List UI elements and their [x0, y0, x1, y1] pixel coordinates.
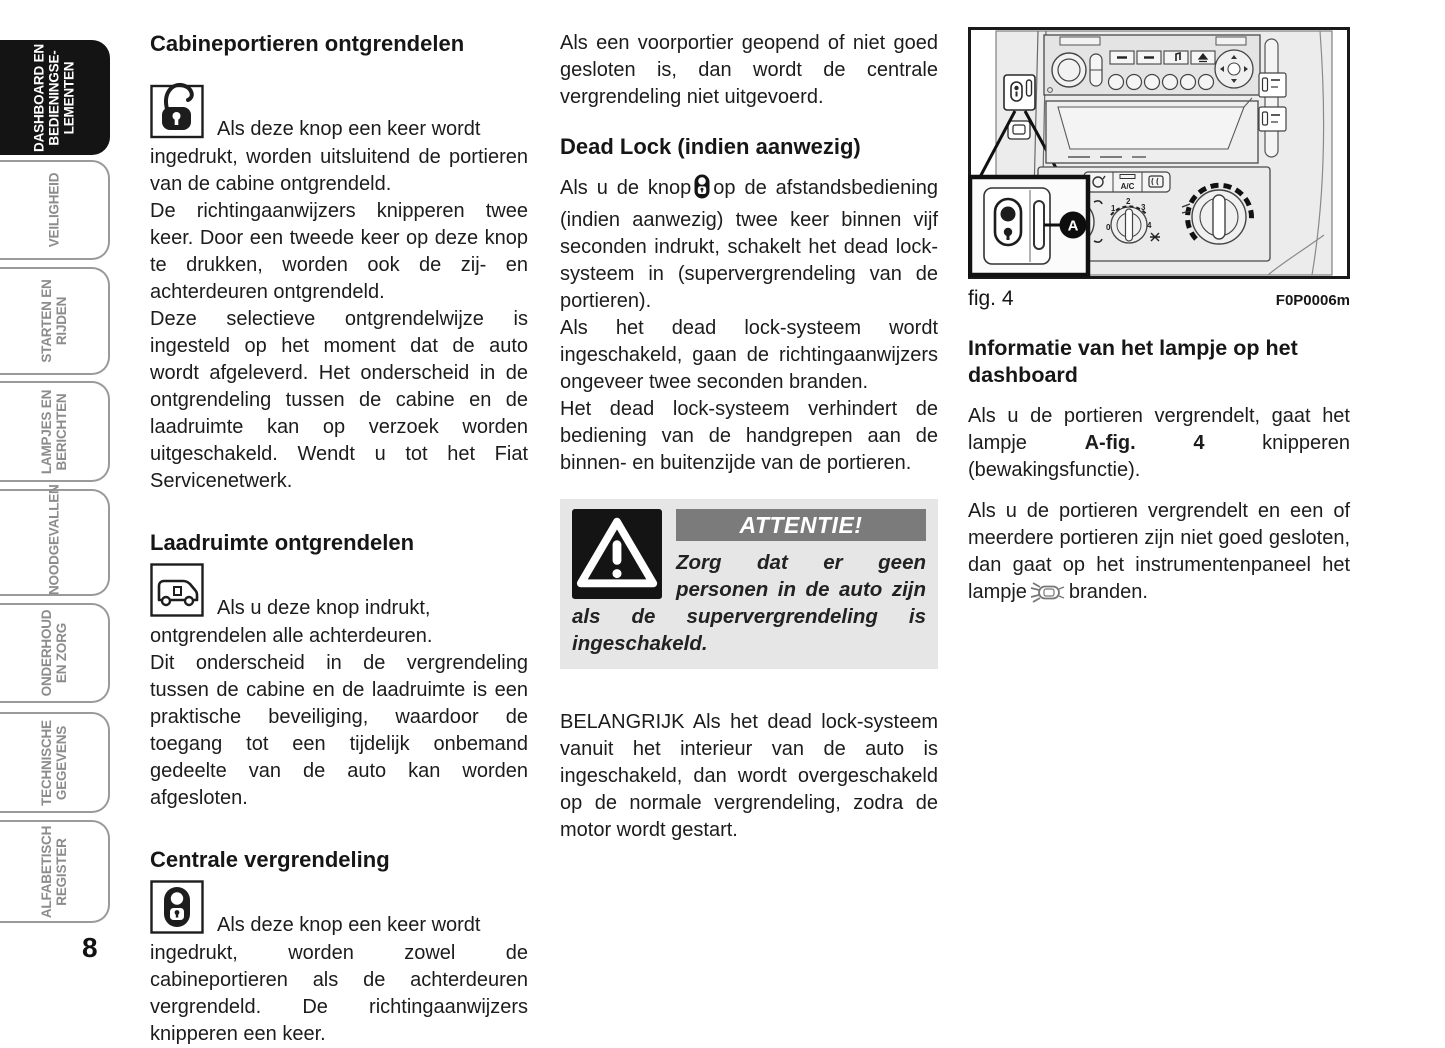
sidebar-tab-label: TECHNISCHE GEGEVENS — [39, 719, 69, 806]
paragraph-part: Als u de knop — [560, 177, 692, 199]
paragraph: Het dead lock-systeem verhindert de bediening van de handgrepen aan de binnen- en buitenzijde van de portieren. — [560, 398, 938, 474]
sidebar-tab-label: DASHBOARD EN BEDIENINGSE- LEMENTEN — [31, 43, 77, 152]
figure-code: F0P0006m — [1275, 292, 1350, 309]
paragraph: ontgrendelen alle achterdeuren. — [150, 625, 433, 647]
sidebar-tab-noodgevallen — [0, 483, 110, 596]
paragraph-lead: Als deze knop een keer wordt — [217, 914, 481, 936]
van-rear-doors-icon — [150, 562, 204, 623]
paragraph: Dit onderscheid in de vergrendeling tussen de cabine en de laadruimte is een praktische beveiliging, waardoor de toegang tot een tijdelijk onbemand gedeelte van de auto kan worden afgesloten. — [150, 652, 528, 809]
sidebar-tab-starten — [0, 267, 110, 375]
column-2 — [560, 30, 938, 844]
doors-open-warning-icon — [1030, 586, 1066, 608]
paragraph: Als een voorportier geopend of niet goed gesloten is, dan wordt de centrale vergrendeling niet uitgevoerd. — [560, 32, 938, 108]
warning-title: ATTENTIE! — [739, 511, 863, 538]
sidebar-tab-label: STARTEN EN RIJDEN — [39, 279, 69, 363]
paragraph: De richtingaanwijzers knipperen twee keer. Door een tweede keer op deze knop te drukken, worden ook de zij- en achterdeuren ontgrendeld. — [150, 200, 528, 303]
paragraph-part: op de afstandsbediening (indien aanwezig) twee keer binnen vijf seconden indrukt, schakelt het dead lock-systeem in (supervergrendeling van de portieren). — [560, 177, 938, 312]
paragraph: BELANGRIJK Als het dead lock-systeem vanuit het interieur van de auto is ingeschakeld, dan wordt overgeschakeld op de normale vergrendeling, zodra de motor wordt gestart. — [560, 711, 938, 841]
unlock-open-icon — [150, 63, 204, 144]
sidebar-tab-register — [0, 820, 110, 923]
page-number: 8 — [82, 932, 98, 963]
figure-dashboard — [968, 27, 1350, 311]
section-heading: Laadruimte ontgrendelen — [150, 530, 415, 555]
warning-triangle-icon — [572, 509, 662, 599]
sidebar-tab-label: ALFABETISCH REGISTER — [39, 825, 69, 918]
fan-number-0: 0 — [1106, 223, 1111, 232]
paragraph — [968, 403, 1350, 484]
section-heading: Cabineportieren ontgrendelen — [150, 31, 465, 56]
sidebar-tab-label: LAMPJES EN BERICHTEN — [39, 389, 69, 474]
paragraph: ingedrukt, worden uitsluitend de portieren van de cabine ontgrendeld. — [150, 146, 528, 195]
paragraph-lead: Als u deze knop indrukt, — [217, 597, 431, 619]
sidebar-tab-veiligheid — [0, 160, 110, 260]
fan-number-1: 1 — [1111, 204, 1116, 213]
sidebar-tab-label: VEILIGHEID — [46, 172, 62, 248]
paragraph: Als het dead lock-systeem wordt ingeschakeld, gaan de richtingaanwijzers ongeveer twee seconden branden. — [560, 317, 938, 393]
paragraph-part: Als u de portieren vergrendelt, gaat het lampje — [968, 405, 1350, 454]
sidebar-tab-dashboard — [0, 40, 110, 155]
sidebar-tab-lampjes — [0, 381, 110, 482]
fan-number-3: 3 — [1141, 203, 1146, 212]
paragraph: Deze selectieve ontgrendelwijze is ingesteld op het moment dat de auto wordt afgeleverd. Het onderscheid in de ontgrendeling tussen de cabine en de laadruimte kan op verzoek worden uitgeschakeld. Wendt u tot het Fiat Servicenetwerk. — [150, 308, 528, 492]
section-heading: Informatie van het lampje op het dashboard — [968, 336, 1298, 387]
fan-number-4: 4 — [1147, 221, 1152, 230]
warning-text: Zorg dat er geen personen in de auto zijn als de supervergrendeling is ingeschakeld. — [572, 551, 926, 655]
dead-lock-button-icon — [694, 182, 710, 204]
fan-number-2: 2 — [1126, 197, 1131, 206]
sidebar-tab-onderhoud — [0, 603, 110, 703]
sidebar-tab-technische — [0, 712, 110, 813]
paragraph — [968, 498, 1350, 611]
warning-box — [560, 499, 938, 669]
sidebar-tab-label: NOODGEVALLEN — [46, 483, 62, 595]
section-heading: Centrale vergrendeling — [150, 847, 390, 872]
figure-reference: A-fig. 4 — [1084, 432, 1205, 454]
paragraph-part: knipperen (bewakingsfunctie). — [968, 432, 1350, 481]
warning-header — [676, 509, 926, 541]
central-lock-icon — [150, 879, 204, 940]
figure-caption: fig. 4 — [968, 287, 1014, 310]
sidebar-tab-label: ONDERHOUD EN ZORG — [39, 609, 69, 697]
paragraph-part: branden. — [1068, 581, 1148, 603]
paragraph-lead: Als deze knop een keer wordt — [217, 118, 481, 140]
paragraph-part: Als u de portieren vergrendelt en een of meerdere portieren zijn niet goed gesloten, dan gaat op het instrumentenpaneel het lampje — [968, 500, 1350, 603]
callout-a-label: A — [1067, 217, 1079, 235]
column-1 — [150, 30, 528, 1048]
paragraph — [560, 174, 938, 315]
ac-button-label: A/C — [1120, 182, 1135, 191]
column-3 — [968, 27, 1350, 611]
section-heading: Dead Lock (indien aanwezig) — [560, 134, 861, 159]
paragraph: ingedrukt, worden zowel de cabineportieren als de achterdeuren vergrendeld. De richtingaanwijzers knipperen een keer. — [150, 942, 528, 1045]
